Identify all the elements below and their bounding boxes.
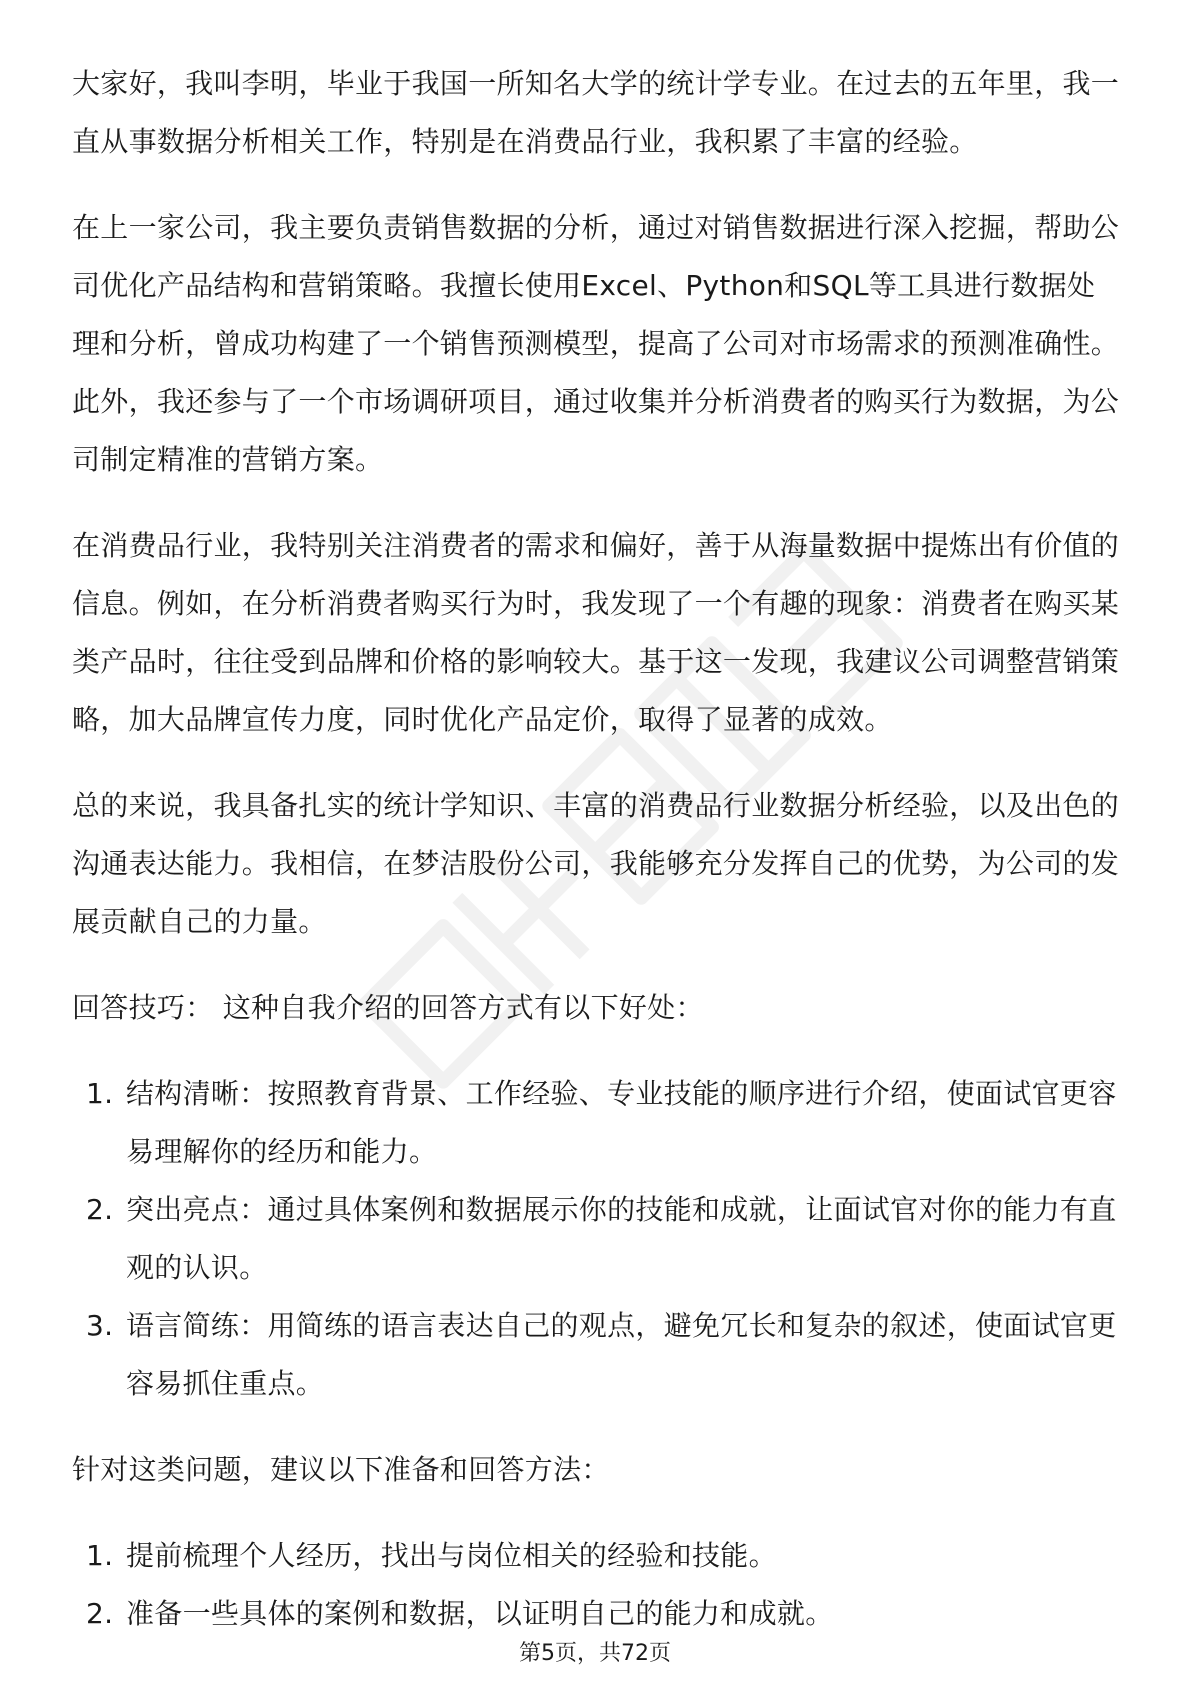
list-item-text: 突出亮点：通过具体案例和数据展示你的技能和成就，让面试官对你的能力有直观的认识。 xyxy=(126,1193,1117,1284)
page-number-footer: 第5页，共72页 xyxy=(519,1641,671,1666)
experience-paragraph: 在上一家公司，我主要负责销售数据的分析，通过对销售数据进行深入挖掘，帮助公司优化产品结构和营销策略。我擅长使用Excel、Python和SQL等工具进行数据处理和分析，曾成功构建了一个销售预测模型，提高了公司对市场需求的预测准确性。此外，我还参与了一个市场调研项目，通过收集并分析消费者的购买行为数据，为公司制定精准的营销方案。 xyxy=(72,211,1120,476)
list-item xyxy=(72,1065,1120,1181)
list-item-number: 2. xyxy=(86,1193,114,1226)
prep-list xyxy=(72,1527,1120,1643)
tips-list xyxy=(72,1065,1120,1413)
list-item-number: 1. xyxy=(86,1539,114,1572)
list-item xyxy=(72,1181,1120,1297)
industry-paragraph: 在消费品行业，我特别关注消费者的需求和偏好，善于从海量数据中提炼出有价值的信息。例如，在分析消费者购买行为时，我发现了一个有趣的现象：消费者在购买某类产品时，往往受到品牌和价格的影响较大。基于这一发现，我建议公司调整营销策略，加大品牌宣传力度，同时优化产品定价，取得了显著的成效。 xyxy=(72,529,1120,736)
summary-paragraph: 总的来说，我具备扎实的统计学知识、丰富的消费品行业数据分析经验，以及出色的沟通表达能力。我相信，在梦洁股份公司，我能够充分发挥自己的优势，为公司的发展贡献自己的力量。 xyxy=(72,789,1120,938)
list-item-text: 提前梳理个人经历，找出与岗位相关的经验和技能。 xyxy=(126,1539,777,1572)
list-item-number: 2. xyxy=(86,1597,114,1630)
list-item-number: 1. xyxy=(86,1077,114,1110)
list-item xyxy=(72,1297,1120,1413)
document-body xyxy=(72,55,1120,1671)
intro-paragraph: 大家好，我叫李明，毕业于我国一所知名大学的统计学专业。在过去的五年里，我一直从事数据分析相关工作，特别是在消费品行业，我积累了丰富的经验。 xyxy=(72,67,1120,158)
prep-heading: 针对这类问题，建议以下准备和回答方法： xyxy=(72,1453,610,1486)
list-item-number: 3. xyxy=(86,1309,114,1342)
list-item xyxy=(72,1527,1120,1585)
list-item-text: 语言简练：用简练的语言表达自己的观点，避免冗长和复杂的叙述，使面试官更容易抓住重点。 xyxy=(126,1309,1117,1400)
list-item xyxy=(72,1585,1120,1643)
list-item-text: 结构清晰：按照教育背景、工作经验、专业技能的顺序进行介绍，使面试官更容易理解你的经历和能力。 xyxy=(126,1077,1117,1168)
tips-heading: 回答技巧： 这种自我介绍的回答方式有以下好处： xyxy=(72,991,704,1024)
list-item-text: 准备一些具体的案例和数据，以证明自己的能力和成就。 xyxy=(126,1597,834,1630)
